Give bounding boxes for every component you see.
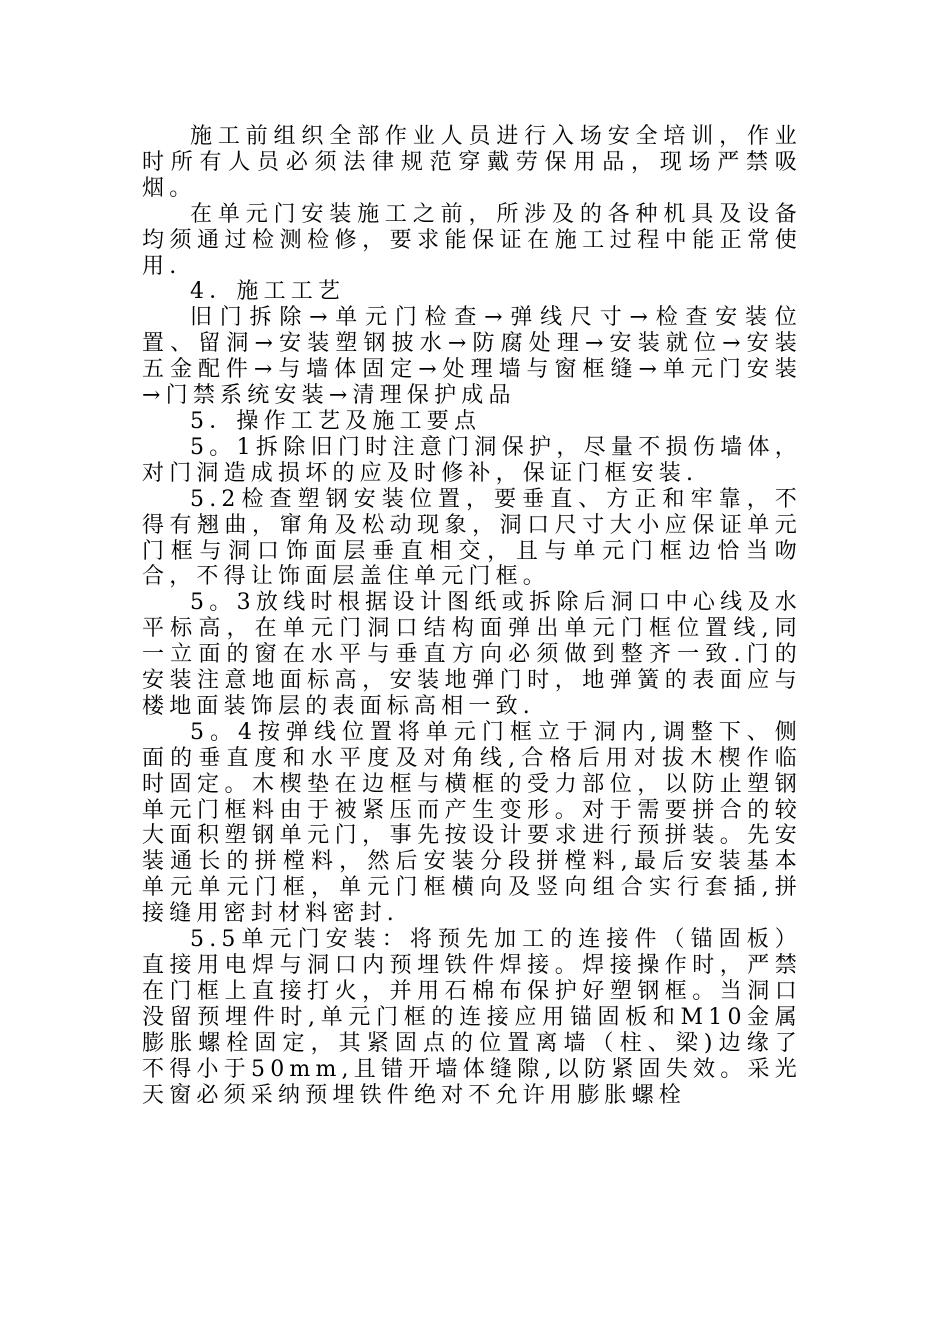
paragraph-step-5-1: 5。1拆除旧门时注意门洞保护，尽量不损伤墙体，对门洞造成损坏的应及时修补，保证门框安装. (142, 434, 802, 486)
section-heading-key-points: 5．操作工艺及施工要点 (190, 408, 482, 434)
paragraph-step-5-3: 5。3放线时根据设计图纸或拆除后洞口中心线及水平标高，在单元门洞口结构面弹出单元门框位置线,同一立面的窗在水平与垂直方向必须做到整齐一致.门的安装注意地面标高，安装地弹门时，地弹簧的表面应与楼地面装饰层的表面标高相一致. (142, 590, 802, 719)
paragraph-process-flow: 旧门拆除→单元门检查→弹线尺寸→检查安装位置、留洞→安装塑钢披水→防腐处理→安装就位→安装五金配件→与墙体固定→处理墙与窗框缝→单元门安装→门禁系统安装→清理保护成品 (142, 305, 802, 409)
paragraph-step-5-5: 5.5单元门安装：将预先加工的连接件（锚固板）直接用电焊与洞口内预埋铁件焊接。焊接操作时，严禁在门框上直接打火，并用石棉布保护好塑钢框。当洞口没留预埋件时,单元门框的连接应用锚固板和M10金属膨胀螺栓固定，其紧固点的位置离墙（柱、梁)边缘了不得小于50mm,且错开墙体缝隙,以防紧固失效。采光天窗必须采纳预埋铁件绝对不允许用膨胀螺栓 (142, 927, 802, 1108)
paragraph-safety-training: 施工前组织全部作业人员进行入场安全培训，作业时所有人员必须法律规范穿戴劳保用品，现场严禁吸烟。 (142, 124, 802, 201)
section-heading-process: 4．施工工艺 (190, 279, 346, 305)
paragraph-equipment-inspection: 在单元门安装施工之前，所涉及的各种机具及设备均须通过检测检修，要求能保证在施工过程中能正常使用. (142, 201, 802, 279)
paragraph-step-5-2: 5.2检查塑钢安装位置，要垂直、方正和牢靠，不得有翘曲，窜角及松动现象，洞口尺寸大小应保证单元门框与洞口饰面层垂直相交，且与单元门框边恰当吻合，不得让饰面层盖住单元门框。 (142, 486, 802, 590)
document-body (142, 124, 802, 1108)
paragraph-step-5-4: 5。4按弹线位置将单元门框立于洞内,调整下、侧面的垂直度和水平度及对角线,合格后用对拔木楔作临时固定。木楔垫在边框与横框的受力部位，以防止塑钢单元门框料由于被紧压而产生变形。对于需要拼合的较大面积塑钢单元门，事先按设计要求进行预拼装。先安装通长的拼樘料，然后安装分段拼樘料,最后安装基本单元单元门框，单元门框横向及竖向组合实行套插,拼接缝用密封材料密封. (142, 719, 802, 927)
